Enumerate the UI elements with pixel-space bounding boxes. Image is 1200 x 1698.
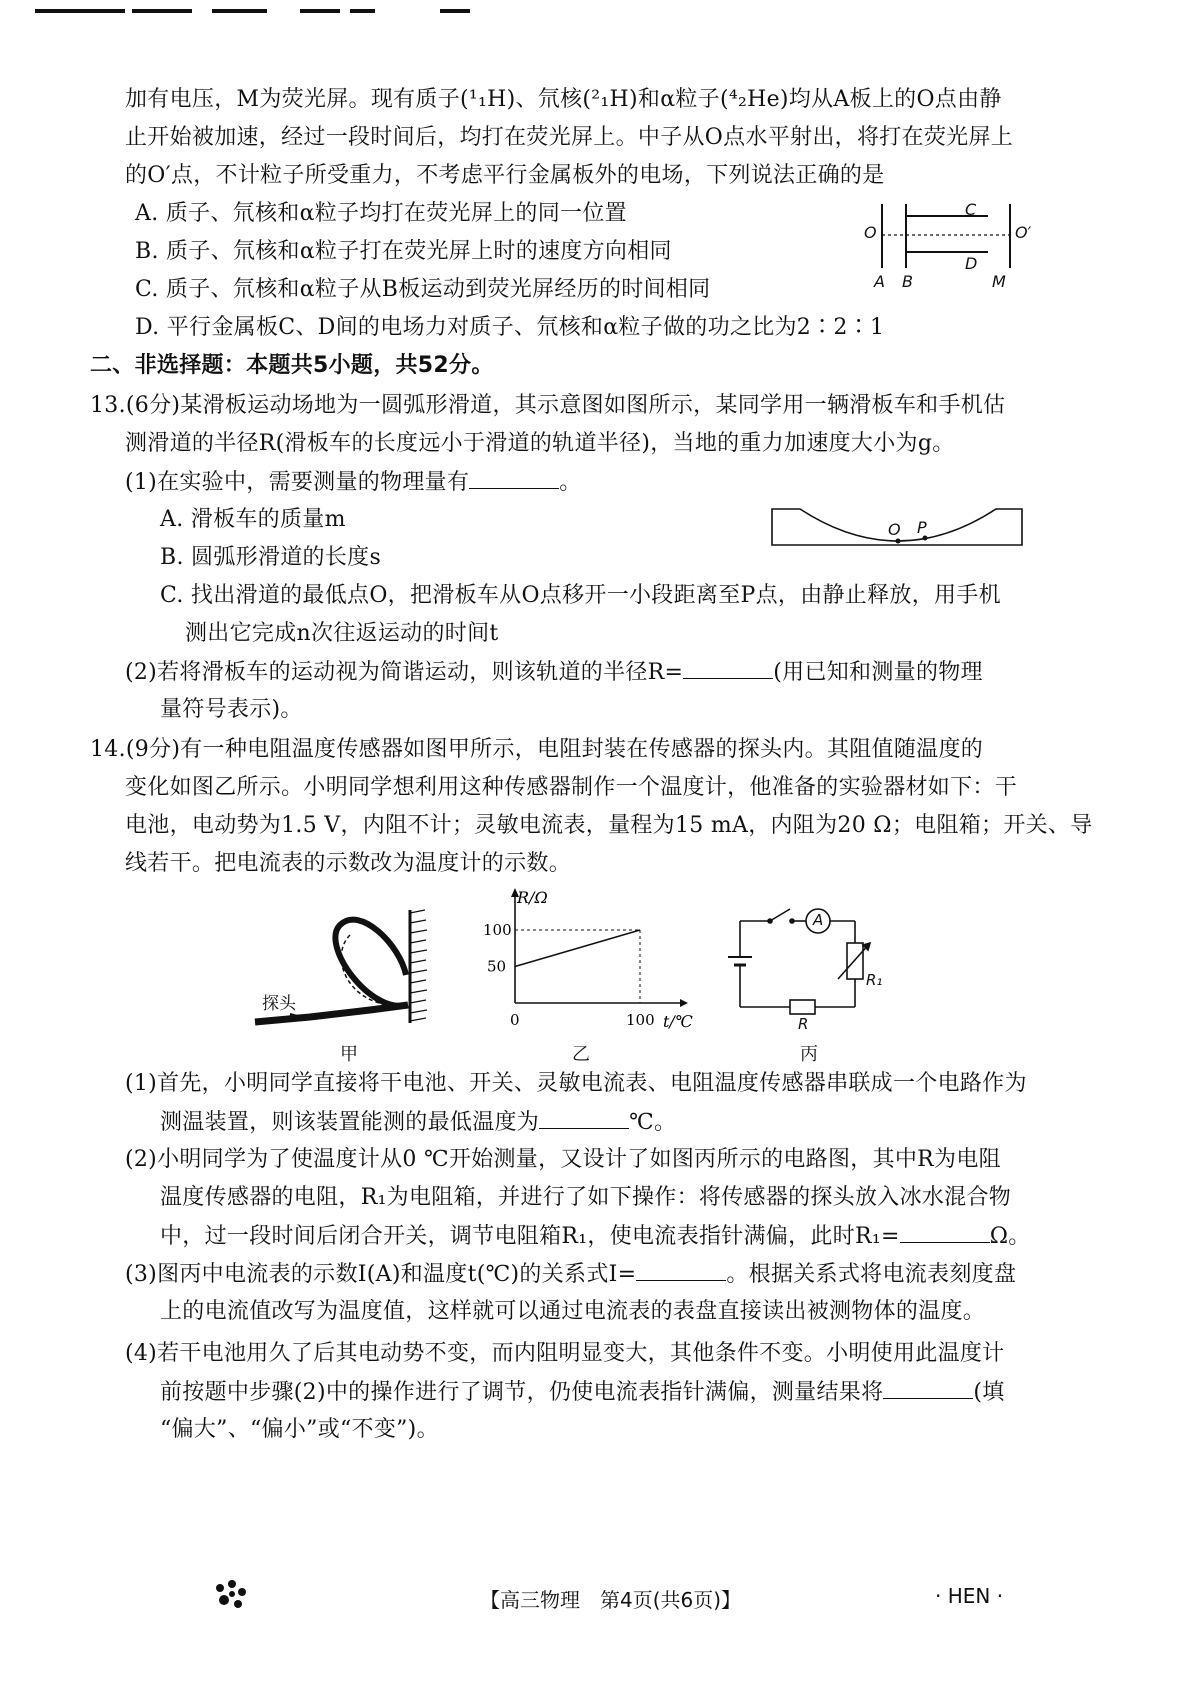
label-r: R (798, 1015, 809, 1033)
q14-blank-3[interactable] (636, 1260, 726, 1281)
q14-blank-1[interactable] (539, 1108, 629, 1129)
q14-line-3: 电池，电动势为1.5 V，内阻不计；灵敏电流表，量程为15 mA，内阻为20 Ω；电阻箱；开关、导 (125, 813, 1093, 838)
q14-blank-4[interactable] (883, 1378, 973, 1399)
q14-line-4: 线若干。把电流表的示数改为温度计的示数。 (125, 851, 572, 876)
q13-option-c-line-2: 测出它完成n次往返运动的时间t (185, 621, 499, 646)
series-line (515, 930, 640, 967)
page-footer: 【高三物理 第4页(共6页)】 (480, 1588, 742, 1612)
q13-option-c-line-1: C. 找出滑道的最低点O，把滑板车从O点移开一小段距离至P点，由静止释放，用手机 (160, 583, 1001, 608)
q14-part-4-end: (填 (973, 1380, 1005, 1405)
q13-part-1-end: 。 (559, 470, 582, 495)
label-o-prime: O′ (1015, 223, 1032, 242)
q13-part-2 (125, 658, 983, 687)
label-m: M (992, 272, 1006, 291)
q13-blank-1[interactable] (469, 468, 559, 489)
q13-track-figure (770, 505, 1025, 550)
q13-option-a: A. 滑板车的质量m (160, 507, 346, 532)
q14-part-4-line-1: (4)若干电池用久了后其电动势不变，而内阻明显变大，其他条件不变。小明使用此温度计 (125, 1341, 1005, 1366)
circuit-figure (720, 895, 890, 1035)
x-tick-label: 0 (510, 1011, 520, 1029)
q14-part-2-line-1: (2)小明同学为了使温度计从0 ℃开始测量，又设计了如图丙所示的电路图，其中R为电阻 (125, 1147, 1001, 1172)
q12-plates-figure (860, 198, 1040, 298)
q14-part-2-line-2: 温度传感器的电阻，R₁为电阻箱，并进行了如下操作：将传感器的探头放入冰水混合物 (160, 1185, 1012, 1210)
label-c: C (965, 200, 977, 219)
q14-part-1-end: ℃。 (629, 1110, 677, 1135)
q12-option-a: A. 质子、氘核和α粒子均打在荧光屏上的同一位置 (135, 201, 627, 226)
q14-part-1-line-1: (1)首先，小明同学直接将干电池、开关、灵敏电流表、电阻温度传感器串联成一个电路作为 (125, 1071, 1027, 1096)
q12-option-b: B. 质子、氘核和α粒子打在荧光屏上时的速度方向相同 (135, 239, 672, 264)
q12-option-c: C. 质子、氘核和α粒子从B板运动到荧光屏经历的时间相同 (135, 277, 711, 302)
q13-part-1 (125, 468, 582, 497)
x-axis-arrow (680, 999, 688, 1007)
q13-part-2-line-2: 量符号表示)。 (160, 697, 303, 722)
q14-part-4-line-2 (160, 1378, 1005, 1407)
sensor-figure (250, 905, 440, 1030)
q14-part-1-text: 测温装置，则该装置能测的最低温度为 (160, 1110, 540, 1135)
q13-blank-2[interactable] (683, 658, 773, 679)
label-d: D (965, 254, 978, 273)
caption-yi: 乙 (572, 1044, 590, 1065)
q14-part-3-text: (3)图丙中电流表的示数I(A)和温度t(℃)的关系式I= (125, 1262, 637, 1287)
q14-part-3-line-2: 上的电流值改写为温度值，这样就可以通过电流表的表盘直接读出被测物体的温度。 (160, 1299, 986, 1324)
label-a: A (874, 272, 885, 291)
probe-label: 探头 (262, 994, 296, 1014)
q14-part-3-end: 。根据关系式将电流表刻度盘 (726, 1262, 1017, 1287)
q14-line-2: 变化如图乙所示。小明同学想利用这种传感器制作一个温度计，他准备的实验器材如下：干 (125, 775, 1018, 800)
q14-part-4-line-3: “偏大”、“偏小”或“不变”)。 (160, 1417, 439, 1442)
q14-part-1-line-2 (160, 1108, 676, 1137)
y-tick-label: 100 (483, 921, 512, 939)
q12-intro-line-2: 止开始被加速，经过一段时间后，均打在荧光屏上。中子从O点水平射出，将打在荧光屏上 (125, 125, 1014, 150)
resistance-temperature-chart (475, 885, 705, 1035)
publisher-logo-icon (210, 1578, 250, 1612)
footer-code: · HEN · (935, 1584, 1004, 1608)
q13-line-1: 13.(6分)某滑板运动场地为一圆弧形滑道，其示意图如图所示，某同学用一辆滑板车和手机估 (90, 393, 1006, 418)
label-r1: R₁ (866, 971, 883, 989)
q13-part-2-text: (2)若将滑板车的运动视为简谐运动，则该轨道的半径R= (125, 660, 684, 685)
q12-intro-line-1: 加有电压，M为荧光屏。现有质子(¹₁H)、氘核(²₁H)和α粒子(⁴₂He)均从A板上的O点由静 (125, 87, 1002, 112)
caption-jia: 甲 (340, 1044, 358, 1065)
x-axis-label: t/℃ (663, 1012, 693, 1031)
track-label-p: P (917, 518, 927, 537)
y-tick-label: 50 (487, 957, 507, 976)
caption-bing: 丙 (800, 1044, 818, 1065)
q14-part-2-text: 中，过一段时间后闭合开关，调节电阻箱R₁，使电流表指针满偏，此时R₁= (160, 1224, 900, 1249)
q13-part-2-tail: (用已知和测量的物理 (773, 660, 983, 685)
q14-part-4-text: 前按题中步骤(2)中的操作进行了调节，仍使电流表指针满偏，测量结果将 (160, 1380, 884, 1405)
label-b: B (902, 272, 913, 291)
track-label-o: O (888, 520, 901, 539)
q14-blank-2[interactable] (900, 1222, 990, 1243)
q13-part-1-text: (1)在实验中，需要测量的物理量有 (125, 470, 470, 495)
q14-line-1: 14.(9分)有一种电阻温度传感器如图甲所示，电阻封装在传感器的探头内。其阻值随温度的 (90, 737, 984, 762)
q13-option-b: B. 圆弧形滑道的长度s (160, 545, 382, 570)
ammeter-icon: A (813, 911, 824, 929)
q14-part-2-end: Ω。 (989, 1224, 1031, 1249)
q14-part-3-line-1 (125, 1260, 1016, 1289)
section-heading: 二、非选择题：本题共5小题，共52分。 (90, 353, 494, 378)
label-o: O (864, 223, 877, 242)
y-axis-label: R/Ω (517, 888, 548, 907)
q14-part-2-line-3 (160, 1222, 1031, 1251)
q12-option-d: D. 平行金属板C、D间的电场力对质子、氘核和α粒子做的功之比为2∶2∶1 (135, 315, 885, 340)
q12-intro-line-3: 的O′点，不计粒子所受重力，不考虑平行金属板外的电场，下列说法正确的是 (125, 163, 885, 188)
top-edge-marks (0, 0, 1200, 6)
q13-line-2: 测滑道的半径R(滑板车的长度远小于滑道的轨道半径)，当地的重力加速度大小为g。 (125, 431, 955, 456)
chart-svg (475, 885, 705, 1035)
x-tick-label: 100 (626, 1011, 655, 1029)
